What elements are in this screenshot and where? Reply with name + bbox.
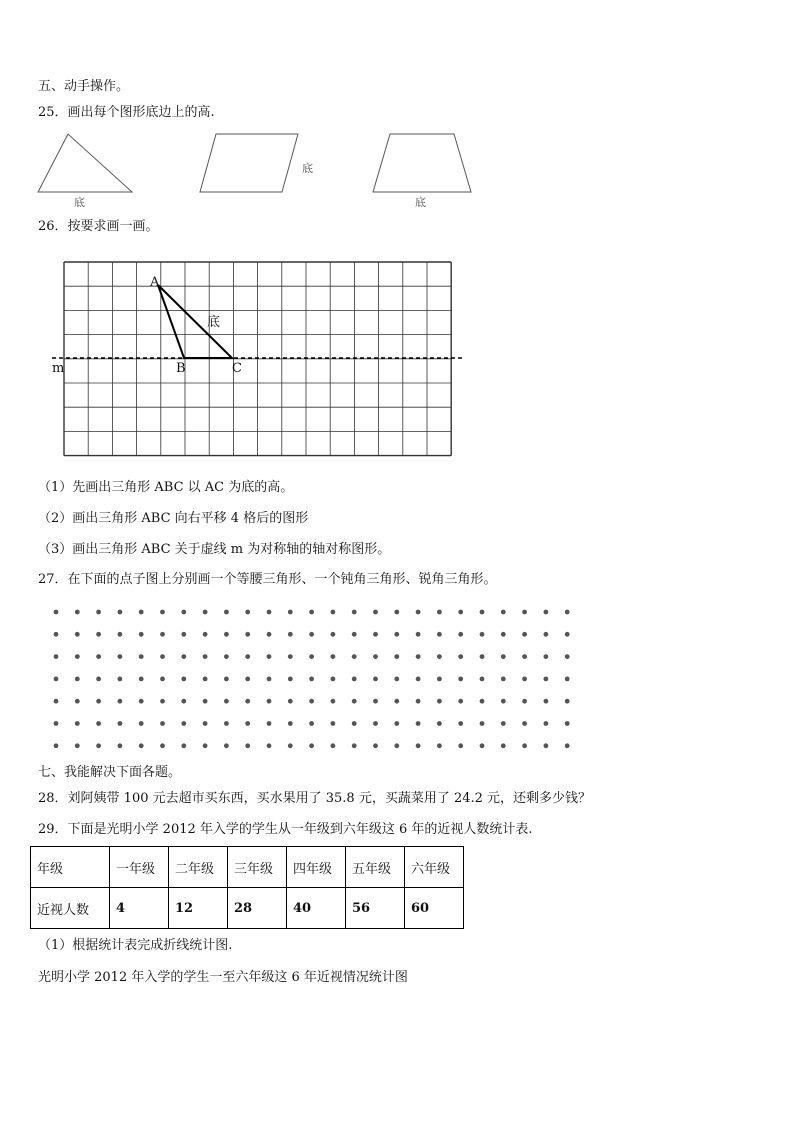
grid-dot: [373, 721, 378, 726]
grid-dot: [394, 699, 399, 704]
grid-dot: [96, 654, 101, 659]
q26-sub3: （3）画出三角形 ABC 关于虚线 m 为对称轴的轴对称图形。: [38, 542, 391, 557]
grid-dot: [544, 610, 549, 615]
grid-dot: [352, 632, 357, 637]
grid-dot: [331, 632, 336, 637]
grid-dot: [480, 610, 485, 615]
grid-dot: [416, 632, 421, 637]
triangle-abc: [158, 285, 232, 358]
grid-dot: [139, 632, 144, 637]
count-cell: 12: [169, 888, 228, 929]
grid-dot: [501, 610, 506, 615]
grid-dot: [309, 699, 314, 704]
axis-m-label: m: [52, 361, 65, 376]
grid-dot: [480, 743, 485, 748]
grid-dot: [224, 743, 229, 748]
grade-cell: 二年级: [169, 847, 228, 888]
grid-dot: [288, 721, 293, 726]
grid-dot: [118, 699, 123, 704]
grid-dot: [54, 677, 59, 682]
grid-dot: [118, 743, 123, 748]
grid-dot: [501, 632, 506, 637]
grid-dot: [394, 654, 399, 659]
grid-dot: [118, 610, 123, 615]
grid-dot: [437, 632, 442, 637]
grid-dot: [54, 610, 59, 615]
grid-dot: [394, 677, 399, 682]
grid-dot: [224, 677, 229, 682]
grid-dot: [203, 699, 208, 704]
grid-dot: [458, 632, 463, 637]
grid-dot: [288, 654, 293, 659]
grid-dot: [352, 721, 357, 726]
grid-dot: [75, 654, 80, 659]
grid-dot: [309, 677, 314, 682]
grid-dot: [75, 743, 80, 748]
dot-grid: [0, 600, 794, 760]
grid-dot: [118, 721, 123, 726]
grid-dot: [139, 699, 144, 704]
grid-dot: [522, 654, 527, 659]
grade-cell: 三年级: [228, 847, 287, 888]
grid-dot: [75, 721, 80, 726]
grid-dot: [352, 610, 357, 615]
vertex-a-label: A: [150, 275, 160, 290]
grid-dot: [544, 632, 549, 637]
question-27: 27．在下面的点子图上分别画一个等腰三角形、一个钝角三角形、锐角三角形。: [38, 572, 497, 587]
section-heading: 五、动手操作。: [38, 79, 130, 94]
grid-dot: [288, 610, 293, 615]
grid-dot: [416, 654, 421, 659]
q26-sub2: （2）画出三角形 ABC 向右平移 4 格后的图形: [38, 511, 309, 526]
grid-dot: [245, 654, 250, 659]
grid-dot: [501, 721, 506, 726]
grid-dot: [437, 654, 442, 659]
grid-dot: [54, 721, 59, 726]
grid-dot: [458, 654, 463, 659]
grid-dot: [181, 632, 186, 637]
triangle-base-label: 底: [74, 196, 85, 209]
grid-dot: [160, 610, 165, 615]
grid-dot: [203, 610, 208, 615]
grid-dot: [288, 743, 293, 748]
grid-dot: [437, 610, 442, 615]
grid-dot: [139, 721, 144, 726]
grid-dot: [501, 677, 506, 682]
grid-dot: [522, 632, 527, 637]
grid-dot: [288, 632, 293, 637]
grid-dot: [565, 654, 570, 659]
grid-dot: [458, 610, 463, 615]
grid-dot: [118, 632, 123, 637]
grid-dot: [139, 743, 144, 748]
vertex-b-label: B: [176, 361, 186, 376]
grid-dot: [331, 699, 336, 704]
grid-dot: [416, 743, 421, 748]
grid-dot: [160, 654, 165, 659]
grid-dot: [118, 677, 123, 682]
count-cell: 60: [405, 888, 464, 929]
grid-dot: [522, 743, 527, 748]
grid-dot: [522, 610, 527, 615]
grid-dot: [352, 677, 357, 682]
grid-dot: [352, 743, 357, 748]
grid-dot: [181, 743, 186, 748]
trapezoid-shape: [373, 134, 471, 192]
grid-dot: [75, 677, 80, 682]
grid-dot: [181, 677, 186, 682]
grade-cell: 六年级: [405, 847, 464, 888]
grid-dot: [458, 743, 463, 748]
grid-dot: [416, 699, 421, 704]
grid-dot: [565, 610, 570, 615]
grid-dot: [139, 677, 144, 682]
grid-dot: [96, 743, 101, 748]
grid-dot: [544, 699, 549, 704]
grid-dot: [160, 632, 165, 637]
grid-dot: [522, 677, 527, 682]
grid-dot: [565, 677, 570, 682]
question-25: 25．画出每个图形底边上的高.: [38, 105, 215, 120]
grid-dot: [309, 743, 314, 748]
grid-dot: [522, 699, 527, 704]
grid-dot: [416, 677, 421, 682]
grid-dot: [352, 699, 357, 704]
grid-dot: [331, 610, 336, 615]
grid-dot: [501, 743, 506, 748]
grid-dot: [331, 677, 336, 682]
table-row: [31, 888, 464, 929]
grid-dot: [245, 699, 250, 704]
parallelogram-shape: [200, 134, 298, 192]
base-label: 底: [207, 315, 221, 330]
grid-dot: [224, 654, 229, 659]
question-29: 29．下面是光明小学 2012 年入学的学生从一年级到六年级这 6 年的近视人数统计表.: [38, 822, 533, 837]
grid-dot: [458, 677, 463, 682]
q26-grid: [0, 250, 794, 460]
grid-dot: [480, 632, 485, 637]
grid-dot: [480, 677, 485, 682]
grid-dot: [267, 743, 272, 748]
grid-dot: [267, 632, 272, 637]
grid-dot: [267, 699, 272, 704]
grid-dot: [437, 677, 442, 682]
grid-dot: [181, 610, 186, 615]
q26-sub1: （1）先画出三角形 ABC 以 AC 为底的高。: [38, 480, 294, 495]
grid-dot: [522, 721, 527, 726]
grid-dot: [54, 743, 59, 748]
grid-dot: [54, 632, 59, 637]
grid-dot: [75, 632, 80, 637]
grade-cell: 四年级: [287, 847, 346, 888]
grid-dot: [544, 721, 549, 726]
grid-dot: [373, 699, 378, 704]
grid-dot: [288, 677, 293, 682]
grid-dot: [437, 743, 442, 748]
grid-dot: [203, 721, 208, 726]
grid-dot: [565, 721, 570, 726]
grid-dot: [544, 677, 549, 682]
grid-dot: [394, 632, 399, 637]
grid-dot: [75, 610, 80, 615]
grid-dot: [96, 677, 101, 682]
grid-dot: [501, 654, 506, 659]
grid-dot: [458, 721, 463, 726]
grid-dot: [203, 632, 208, 637]
grid-dot: [331, 721, 336, 726]
grid-dot: [416, 610, 421, 615]
question-26: 26．按要求画一画。: [38, 219, 159, 234]
grid-dot: [394, 721, 399, 726]
grid-dot: [181, 721, 186, 726]
grid-dot: [309, 632, 314, 637]
grid-dot: [203, 654, 208, 659]
grid-dot: [96, 721, 101, 726]
grid-dot: [394, 610, 399, 615]
grid-dot: [373, 743, 378, 748]
question-28: 28．刘阿姨带 100 元去超市买东西，买水果用了 35.8 元，买蔬菜用了 24.2 元，还剩多少钱？: [38, 791, 592, 806]
grid-dot: [288, 699, 293, 704]
grid-dot: [373, 610, 378, 615]
grid-dot: [267, 677, 272, 682]
grid-dot: [245, 632, 250, 637]
grid-dot: [501, 699, 506, 704]
grid-dot: [352, 654, 357, 659]
grid-dot: [139, 654, 144, 659]
table-header-cell: 年级: [31, 847, 110, 888]
grid-dot: [245, 743, 250, 748]
grid-dot: [245, 677, 250, 682]
grid-dot: [267, 721, 272, 726]
grid-dot: [331, 654, 336, 659]
grid-dot: [203, 677, 208, 682]
grade-cell: 五年级: [346, 847, 405, 888]
grid-dot: [267, 654, 272, 659]
grid-dot: [181, 654, 186, 659]
grid-dot: [309, 721, 314, 726]
grid-dot: [394, 743, 399, 748]
myopia-stats-table: [30, 846, 464, 929]
grid-dot: [437, 699, 442, 704]
grid-dot: [458, 699, 463, 704]
grid-dot: [118, 654, 123, 659]
parallelogram-base-label: 底: [302, 162, 313, 175]
trapezoid-base-label: 底: [415, 196, 426, 209]
table-row: [31, 847, 464, 888]
grade-cell: 一年级: [110, 847, 169, 888]
grid-dot: [96, 610, 101, 615]
grid-dot: [544, 654, 549, 659]
dot-grid-points: [54, 610, 570, 749]
grid-dot: [75, 699, 80, 704]
section-heading: 七、我能解决下面各题。: [38, 765, 182, 780]
grid-dot: [54, 699, 59, 704]
grid-dot: [373, 632, 378, 637]
grid-dot: [96, 632, 101, 637]
grid-dot: [245, 610, 250, 615]
grid-dot: [96, 699, 101, 704]
grid-dot: [160, 677, 165, 682]
count-cell: 28: [228, 888, 287, 929]
grid-dot: [565, 743, 570, 748]
grid-dot: [181, 699, 186, 704]
q29-sub1: （1）根据统计表完成折线统计图.: [38, 938, 233, 953]
q25-shapes: [0, 128, 794, 212]
grid-dot: [437, 721, 442, 726]
grid-dot: [331, 743, 336, 748]
grid-dot: [373, 654, 378, 659]
grid-dot: [267, 610, 272, 615]
grid-dot: [565, 632, 570, 637]
count-cell: 56: [346, 888, 405, 929]
vertex-c-label: C: [232, 361, 242, 376]
grid-dot: [480, 699, 485, 704]
table-header-cell: 近视人数: [31, 888, 110, 929]
grid-dot: [160, 699, 165, 704]
grid-dot: [309, 654, 314, 659]
chart-title: 光明小学 2012 年入学的学生一至六年级这 6 年近视情况统计图: [38, 970, 408, 985]
grid-dot: [224, 699, 229, 704]
grid-dot: [480, 654, 485, 659]
grid-dot: [203, 743, 208, 748]
grid-dot: [309, 610, 314, 615]
grid-dot: [565, 699, 570, 704]
grid-dot: [544, 743, 549, 748]
grid-dot: [373, 677, 378, 682]
grid-dot: [160, 721, 165, 726]
grid-dot: [416, 721, 421, 726]
grid-dot: [245, 721, 250, 726]
grid-dot: [160, 743, 165, 748]
count-cell: 4: [110, 888, 169, 929]
grid-dot: [224, 721, 229, 726]
grid-dot: [54, 654, 59, 659]
grid-lines: [64, 262, 451, 456]
grid-dot: [224, 632, 229, 637]
count-cell: 40: [287, 888, 346, 929]
triangle-shape: [38, 134, 132, 192]
grid-dot: [480, 721, 485, 726]
grid-dot: [224, 610, 229, 615]
grid-dot: [139, 610, 144, 615]
